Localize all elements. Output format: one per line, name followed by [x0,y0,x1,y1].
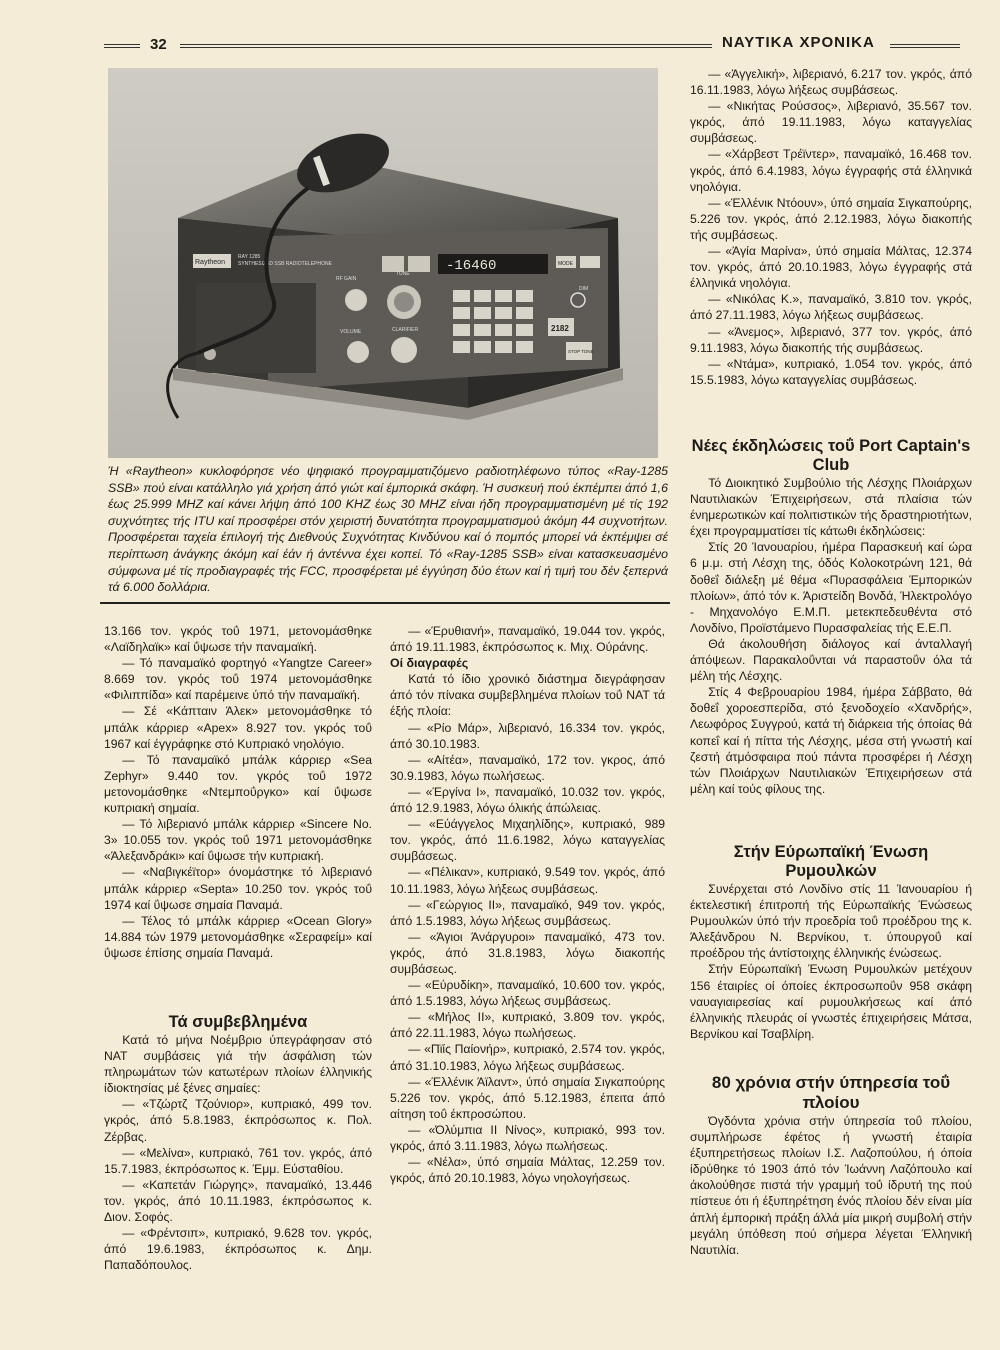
col3-paragraph: Θά άκολουθήση διάλογος καί άνταλλαγή άπόψεων. Παρακαλοΰνται νά παραστοΰν όλα τά μέλη τής Λέσχης. [690,636,972,684]
col3-paragraph: Στίς 4 Φεβρουαρίου 1984, ήμέρα Σάββατο, θά δοθεΐ χοροεσπερίδα, στό ξενοδοχείο «Χανδρής», Λεωφόρος Συγγρού, κατά τή διάρκεια τής όποίας θά κοπεΐ καί ή πίττα τής Λέσχης, μέσα στή γνωστή καί ζεστή άτμόσφαιρα πού πάντα προσφέρει ή Λέσχη τών Πλοιάρχων Ναυτιλιακών Έπιχειρήσεων στά μέλη καί τούς φίλους της. [690,685,972,796]
col2-paragraph: — «Εύρυδίκη», παναμαϊκό, 10.600 τον. γκρός, άπό 1.5.1983, λόγω λήξεως συμβάσεως. [390,978,665,1009]
clarifier-label: CLARIFIER [392,327,419,333]
col1-paragraph: — Τό παναμαϊκό φορτηγό «Yangtze Career» 8.669 τον. γκρός τοΰ 1974 μετονομάσθηκε «Φιλιππίδα» καί παρέμεινε ύπό τήν παναμαϊκή. [104,656,372,703]
col3-paragraph: Στήν Εύρωπαϊκή Ένωση Ρυμουλκών μετέχουν 156 έταιρίες οί όποίες έκπροσωποΰν 958 σκάφη ναυαγιαιρεσίας καί ρυμουλκήσεως καί άπό έλληνικής πλευράς οί γνωστές έπιχειρήσεις Μάτσα, Βερνίκου καί Τσαβλίρη. [690,962,972,1041]
tune-label: TUNE [396,271,410,277]
column-1 [104,623,372,1273]
col2-paragraph: — «Έλλένικ Άϊλαντ», ύπό σημαία Σιγκαπούρης 5.226 τον. γκρός, άπό 5.12.1983, έπειτα άπό αίτηση τοΰ έκπροσώπου. [390,1074,665,1121]
col3-paragraph: — «Χάρβεστ Τρέϊντερ», παναμαϊκό, 16.468 τον. γκρός, άπό 6.4.1983, λόγω έγγραφής στά έλληνικά νηολόγια. [690,147,972,194]
volume-label: VOLUME [340,329,362,335]
radio-illustration [108,68,658,458]
heading-port-club: Νέες έκδηλώσεις τοΰ Port Captain's Club [691,437,971,474]
caption-rule [100,602,670,604]
col2-paragraph: Κατά τό ίδιο χρονικό διάστημα διεγράφησαν άπό τόν πίνακα συμβεβλημένα πλοίων τοΰ ΝΑΤ τά έξής πλοία: [390,672,665,719]
col2-paragraph: — «Νέλα», ύπό σημαία Μάλτας, 12.259 τον. γκρός, άπό 20.10.1983, λόγω νηολογήσεως. [390,1155,665,1186]
col3-paragraph: Όγδόντα χρόνια στήν ύπηρεσία τοΰ πλοίου, συμπλήρωσε έφέτος ή γνωστή έταιρία έξυπηρετήσεως πλοίων Ι.Σ. Λαζοπούλου, ή όποία ίδρύθηκε τό 1903 άπό τόν Ίωάννη Λαζόπουλο καί άκολούθησε πιστά τήν γραμμή τοΰ ίδρυτή της πού πίστευε ότι ή έξυπηρέτηση ένός πλοίου δέν είναι μία άπλή έμπορική πράξη άλλά μία μικρή συμβολή στήν μεγάλη ύπόθεση πού σήμερα λέγεται Έλληνική Ναυτιλία. [690,1114,972,1257]
col1-paragraph: — Σέ «Κάπταιν Άλεκ» μετονομάσθηκε τό μπάλκ κάρριερ «Apex» 8.927 τον. γκρός τοΰ 1967 καί έγγράφηκε στό Κυπριακό νηολόγιο. [104,704,372,751]
brand-label: Raytheon [195,259,225,266]
header-rule-middle [180,44,712,48]
col1-paragraph: — «Τζώρτζ Τζούνιορ», κυπριακό, 499 τον. γκρός, άπό 5.8.1983, έκπρόσωπος κ. Πολ. Ζέρβας. [104,1097,372,1144]
header-rule-right [890,44,960,48]
col3-paragraph: — «Άγία Μαρίνα», ύπό σημαία Μάλτας, 12.374 τον. γκρός, άπό 20.10.1983, λόγω έγγραφής στά έλληνικά νηολόγια. [690,244,972,291]
col3-paragraph: — «Ντάμα», κυπριακό, 1.054 τον. γκρός, άπό 15.5.1983, λόγω καταγγελίας συμβάσεως. [690,356,972,387]
col3-paragraph: — «Νικήτας Ρούσσος», λιβεριανό, 35.567 τον. γκρός, άπό 19.11.1983, λόγω καταγγελίας συμβάσεως. [690,99,972,146]
col3-paragraph: Στίς 20 Ίανουαρίου, ήμέρα Παρασκευή καί ώρα 6 μ.μ. στή Λέσχη της, όδός Κολοκοτρώνη 121, θά δοθεΐ διάλεξη μέ θέμα «Πυρασφάλεια Έμπορικών πλοίων», άπό τόν κ. Άριστείδη Βονδά, Ήλεκτρολόγο - Μηχανολόγο Ε.Μ.Π. μετεκπεδευθέντα στό Λονδίνο, Προϊστάμενο Πυρασφαλείας τής Ε.Ε.Π. [690,540,972,635]
col1-paragraph: — Τό λιβεριανό μπάλκ κάρριερ «Sincere No. 3» 10.055 τον. γκρός τοΰ 1971 μετονομάσθηκε «Άλεξανδράκι» καί ΰψωσε τήν κυπριακή. [104,817,372,864]
photo-caption: Ή «Raytheon» κυκλοφόρησε νέο ψηφιακό προγραμματιζόμενο ραδιοτηλέφωνο τύπος «Ray-1285 SSB» πού είναι κατάλληλο γιά χρήση άπό γιώτ καί έμπορικά σκάφη. Ή συσκευή πού έκπέμπει άπό 1,6 έως 25.999 MHZ καί κάνει λήψη άπό 100 KHZ έως 30 MHZ είναι ήδη προγραμματισμένη μέ τίς 192 συχνότητες τής ITU καί προσφέρει στόν χειριστή δυνατότητα προγραμματισμού άκόμη 44 συχνοτήτων. Προσφέρεται ταχεία έπιλογή τής Διεθνούς Συχνότητας Κινδύνου καί ό πομπός μπορεί νά έκπέμψει σέ περίπτωση άνάγκης άκόμη καί έάν ή άντέννα έχει κοπεί. Τό «Ray-1285 SSB» είναι κατασκευασμένο σύμφωνα μέ τίς προδιαγραφές τής FCC, προσφέρεται μέ έγγύηση δύο έτων καί ή τιμή του δέν ξεπερνά τά 6.000 δολλάρια. [108,464,668,595]
col3-paragraph: Συνέρχεται στό Λονδίνο στίς 11 Ίανουαρίου ή έκτελεστική έπιτροπή τής Εύρωπαϊκής Ένώσεως Ρυμουλκών ύπό τήν προεδρία τοΰ προέδρου της κ. Άλεξάνδρου Ν. Βερνίκου, τ. ύπουργοΰ καί προέδρου τής άντίστοιχης έλληνικής ένώσεως. [690,882,972,961]
col2-paragraph: — «Πϊίς Παίονήρ», κυπριακό, 2.574 τον. γκρός, άπό 31.10.1983, λόγω λήξεως συμβάσεως. [390,1042,665,1073]
col1-paragraph: — «Μελίνα», κυπριακό, 761 τον. γκρός, άπό 15.7.1983, έκπρόσωπος κ. Έμμ. Εύσταθίου. [104,1145,372,1176]
col3-paragraph: Τό Διοικητικό Συμβούλιο τής Λέσχης Πλοιάρχων Ναυτιλιακών Έπιχειρήσεων, στά πλαίσια τών ένημερωτικών καί πολιτιστικών τής δραστηριοτήτων, έχει προγραμματίσει τίς κάτωθι έκδηλώσεις: [690,476,972,539]
col1-paragraph: — «Ναβιγκέϊτορ» όνομάστηκε τό λιβεριανό μπάλκ κάρριερ «Septa» 10.250 τον. γκρός τοΰ 1974 καί ΰψωσε σημαία Παναμά. [104,865,372,912]
col1-paragraph: — «Καπετάν Γιώργης», παναμαϊκό, 13.446 τον. γκρός, άπό 10.11.1983, έκπρόσωπος κ. Διον. Σοφός. [104,1177,372,1224]
col3-paragraph: — «Άνεμος», λιβεριανό, 377 τον. γκρός, άπό 9.11.1983, λόγω διακοπής τής συμβάσεως. [690,324,972,355]
model-label-1: RAY 1285 [238,254,261,260]
col2-paragraph: — «Έρυθιανή», παναμαϊκό, 19.044 τον. γκρός, άπό 19.11.1983, έκπρόσωπος κ. Μιχ. Ούράνης. [390,624,665,655]
page-number: 32 [150,36,167,53]
mode-button-label: MODE [558,261,573,267]
column-2 [390,623,665,1186]
col1-paragraph: — Τό παναμαϊκό μπάλκ κάρριερ «Sea Zephyr» 9.440 τον. γκρός τοΰ 1972 μετονομάσθηκε «Ντεμποΰργκο» καί ΰψωσε κυπριακή σημαία. [104,752,372,816]
header-rule-left [104,44,140,48]
col1-paragraph: 13.166 τον. γκρός τοΰ 1971, μετονομάσθηκε «Λαϊδηλαϊκ» καί ΰψωσε τήν παναμαϊκή. [104,624,372,655]
col2-paragraph: — «Εύάγγελος Μιχαηλίδης», κυπριακό, 989 τον. γκρός, άπό 11.6.1982, λόγω καταγγελίας συμβάσεως. [390,817,665,864]
col2-paragraph: — «Άγιοι Άνάργυροι» παναμαϊκό, 473 τον. γκρός, άπό 31.8.1983, λόγω διακοπής συμβάσεως. [390,929,665,976]
stop-tone-label: STOP TONE [568,349,594,354]
dim-label: DIM [579,286,589,292]
col2-paragraph: — «Γεώργιος ΙΙ», παναμαϊκό, 949 τον. γκρός, άπό 1.5.1983, λόγω λήξεως συμβάσεως. [390,897,665,928]
col1-paragraph: Κατά τό μήνα Νοέμβριο ύπεγράφησαν στό ΝΑΤ συμβάσεις γιά τήν άσφάλιση τών πληρωμάτων τών κατωτέρων πλοίων έλληνικής ίδιοκτησίας μέ ξένες σημαίες: [104,1032,372,1096]
col2-paragraph: — «Αίτέα», παναμαϊκό, 172 τον. γκρος, άπό 30.9.1983, λόγω πωλήσεως. [390,752,665,783]
display-readout: -16460 [446,258,497,274]
heading-contracted: Τά συμβεβλημένα [168,1012,308,1031]
col3-paragraph: — «Έλλένικ Ντόουν», ύπό σημαία Σιγκαπούρης, 5.226 τον. γκρός, άπό 2.12.1983, λόγω διακοπής τής συμβάσεως. [690,195,972,242]
col2-paragraph: — «Ρίο Μάρ», λιβεριανό, 16.334 τον. γκρός, άπό 30.10.1983. [390,720,665,751]
col3-paragraph: — «Άγγελική», λιβεριανό, 6.217 τον. γκρός, άπό 16.11.1983, λόγω λήξεως συμβάσεως. [690,67,972,98]
rf-gain-label: RF GAIN [336,276,357,282]
col1-paragraph: — «Φρέντσιπ», κυπριακό, 9.628 τον. γκρός, άπό 19.6.1983, έκπρόσωπος κ. Δημ. Παπαδόπουλος. [104,1226,372,1273]
publication-title: ΝΑΥΤΙΚΑ ΧΡΟΝΙΚΑ [722,34,875,51]
col2-paragraph: — «Μήλος ΙΙ», κυπριακό, 3.809 τον. γκρός, άπό 22.11.1983, λόγω πωλήσεως. [390,1010,665,1041]
key-2182: 2182 [551,324,569,333]
model-label-2: SYNTHESIZED SSB RADIOTELEPHONE [238,261,332,267]
radio-photo [108,68,658,458]
column-3-eu-tugs [690,843,972,1042]
col1-paragraph: — Τέλος τό μπάλκ κάρριερ «Ocean Glory» 14.884 τών 1979 μετονομάσθηκε «Σεραφείμ» καί ΰψωσε έπίσης σημαία Παναμά. [104,913,372,960]
col2-paragraph: — «Όλύμπια ΙΙ Νίνος», κυπριακό, 993 τον. γκρός, άπό 3.11.1983, λόγω πωλήσεως. [390,1122,665,1153]
col3-paragraph: — «Νικόλας Κ.», παναμαϊκό, 3.810 τον. γκρός, άπό 27.11.1983, λόγω λήξεως συμβάσεως. [690,292,972,323]
column-3-list [690,66,972,388]
heading-deletions: Οί διαγραφές [390,656,469,671]
col2-paragraph: — «Πέλικαν», κυπριακό, 9.549 τον. γκρός, άπό 10.11.1983, λόγω λήξεως συμβάσεως. [390,865,665,896]
column-3-80-years [690,1073,972,1258]
col2-paragraph: — «Έργίνα Ι», παναμαϊκό, 10.032 τον. γκρός, άπό 12.9.1983, λόγω όλικής άπώλειας. [390,784,665,816]
heading-80-years: 80 χρόνια στήν ύπηρεσία τοΰ πλοίου [711,1073,951,1112]
heading-eu-tugs: Στήν Εύρωπαϊκή Ένωση Ρυμουλκών [733,843,929,880]
column-3-port-club [690,437,972,797]
